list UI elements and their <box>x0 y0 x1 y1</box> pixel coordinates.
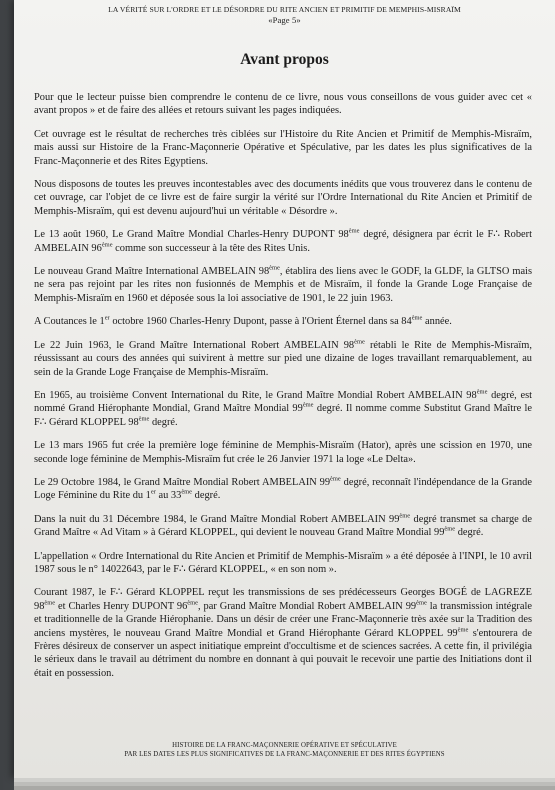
paragraph: Le nouveau Grand Maître International AMBELAIN 98ème, établira des liens avec le GODF, la GLDF, la GLTSO mais ne sera pas rejoint par les rites non fusionnés de Memphis et de Misraïm, il fonde la Grande Loge Française de Memphis-Misraïm en 1960 et déposée sous la loi associative de 1901, le 22 juin 1963. <box>34 264 532 304</box>
page-title: Avant propos <box>240 51 329 68</box>
page-number: «Page 5» <box>268 15 301 25</box>
paragraph: Courant 1987, le F∴ Gérard KLOPPEL reçut les transmissions de ses prédécesseurs Georges BOGÉ de LAGREZE 98ème et Charles Henry DUPONT 96ème, par Grand Maître Mondial Robert AMBELAIN 99ème la transmission intégrale et traditionnelle de la Grande Hiérophanie. Dans un désir de créer une Franc-Maçonnerie très axée sur la Tradition des anciens mystères, le nouveau Grand Maître Mondial et Grand Hiérophante Gérard KLOPPEL 99ème s'entourera de Frères désireux de conserver un aspect initiatique empreint d'occultisme et de sciences sacrées. A cette fin, il privilégia le sérieux dans le travail au détriment du nombre en donnant à qui pouvait le recevoir une partie des Initiations dont il était en possession. <box>34 587 532 679</box>
page-stack-edge <box>14 786 555 790</box>
running-head-title: LA VÉRITÉ SUR L'ORDRE ET LE DÉSORDRE DU RITE ANCIEN ET PRIMITIF DE MEMPHIS-MISRAÏM <box>108 5 461 14</box>
paragraph: A Coutances le 1er octobre 1960 Charles-Henry Dupont, passe à l'Orient Éternel dans sa 84ème année. <box>34 314 452 328</box>
body-text <box>34 91 532 690</box>
paragraph: Dans la nuit du 31 Décembre 1984, le Grand Maître Mondial Robert AMBELAIN 99ème degré transmet sa charge de Grand Maître « Ad Vitam » à Gérard KLOPPEL, qui devient le nouveau Grand Maître Mondial 99ème degré. <box>34 512 532 539</box>
paragraph: Le 22 Juin 1963, le Grand Maître International Robert AMBELAIN 98ème rétabli le Rite de Memphis-Misraïm, réussissant au cours des années qui suivirent à mettre sur pied une dizaine de loges travaillant remarquablement, au sein de la Grande Loge Française de Memphis-Misraïm. <box>34 338 532 378</box>
paragraph: Le 13 mars 1965 fut crée la première loge féminine de Memphis-Misraïm (Hator), après une scission en 1970, une seconde loge féminine de Memphis-Misraïm fut crée le 26 Janvier 1971 la loge «Le Delta». <box>34 440 532 465</box>
footer-line-1: HISTOIRE DE LA FRANC-MAÇONNERIE OPÉRATIVE ET SPÉCULATIVE <box>172 742 397 749</box>
paragraph: Nous disposons de toutes les preuves incontestables avec des documents inédits que vous trouverez dans le contenu de cet ouvrage, car l'objet de ce livre est de faire surgir la vérité sur l'Ordre International du Rite Ancien et Primitif de Memphis-Misraïm, qui est devenu aujourd'hui un véritable « Désordre ». <box>34 179 532 217</box>
paragraph: Pour que le lecteur puisse bien comprendre le contenu de ce livre, nous vous conseillons de vous guider avec cet « avant propos » et de faire des allées et retours suivant les pages indiquées. <box>34 92 532 117</box>
paragraph: Le 29 Octobre 1984, le Grand Maître Mondial Robert AMBELAIN 99ème degré, reconnaît l'indépendance de la Grande Loge Féminine du Rite du 1er au 33ème degré. <box>34 475 532 502</box>
paragraph: Le 13 août 1960, Le Grand Maître Mondial Charles-Henry DUPONT 98ème degré, désignera par écrit le F∴ Robert AMBELAIN 96ème comme son successeur à la tête des Rites Unis. <box>34 227 533 254</box>
paragraph: L'appellation « Ordre International du Rite Ancien et Primitif de Memphis-Misraïm » a été déposée à l'INPI, le 10 avril 1987 sous le n° 14022643, par le F∴ Gérard KLOPPEL, « en son nom ». <box>34 550 532 575</box>
footer-line-2: PAR LES DATES LES PLUS SIGNIFICATIVES DE LA FRANC-MAÇONNERIE ET DES RITES ÉGYPTIENS <box>124 751 445 758</box>
book-page <box>14 0 555 778</box>
paragraph: Cet ouvrage est le résultat de recherches très ciblées sur l'Histoire du Rite Ancien et Primitif de Memphis-Misraïm, mais aussi sur Histoire de la Franc-Maçonnerie Opérative et Spéculative, par les dates les plus significatives de la Franc-Maçonnerie et des Rites Egyptiens. <box>34 128 532 167</box>
paragraph: En 1965, au troisième Convent International du Rite, le Grand Maître Mondial Robert AMBELAIN 98ème degré, est nommé Grand Hiérophante Mondial, Grand Maître Mondial 99ème degré. Il nomme comme Substitut Grand Maître le F∴ Gérard KLOPPEL 98ème degré. <box>34 388 532 428</box>
